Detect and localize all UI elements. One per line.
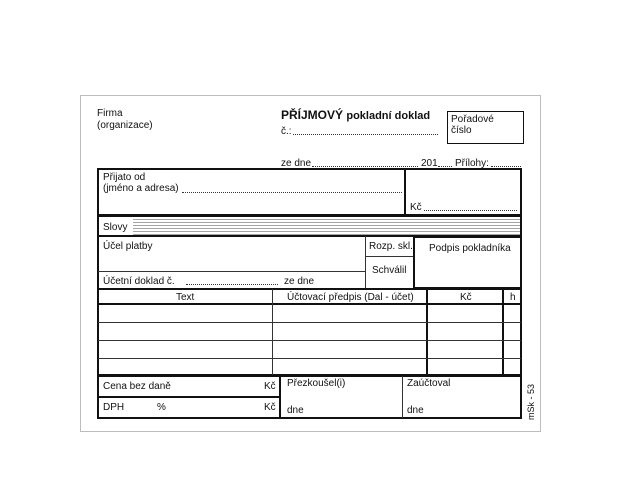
budget-label: Rozp. skl. bbox=[369, 241, 413, 252]
totals-col-divider-1 bbox=[279, 376, 281, 418]
year-label: 201 bbox=[421, 158, 438, 169]
purpose-divider bbox=[98, 271, 365, 272]
year-line[interactable] bbox=[438, 166, 452, 167]
purpose-right-divider bbox=[365, 236, 366, 289]
posted-by-label: Zaúčtoval bbox=[407, 378, 451, 389]
table-header-accounting: Účtovací předpis (Dal - účet) bbox=[287, 292, 414, 303]
totals-col-divider-2 bbox=[402, 376, 403, 418]
table-col-divider-2 bbox=[426, 289, 428, 375]
accounting-doc-label: Účetní doklad č. bbox=[103, 276, 175, 287]
accounting-doc-line[interactable] bbox=[186, 284, 278, 285]
order-number-label: Pořadové bbox=[451, 114, 494, 125]
table-header-czk: Kč bbox=[460, 292, 472, 303]
attachments-line[interactable] bbox=[491, 166, 521, 167]
table-header-h: h bbox=[510, 292, 516, 303]
number-label: č.: bbox=[281, 126, 292, 137]
vat-percent-label: % bbox=[157, 402, 166, 413]
firm-label: Firma bbox=[97, 108, 123, 119]
received-from-label-sub: (jméno a adresa) bbox=[103, 183, 179, 194]
title-bold: PŘÍJMOVÝ bbox=[281, 108, 344, 122]
table-col-divider-3 bbox=[502, 289, 504, 375]
date-line[interactable] bbox=[312, 166, 418, 167]
table-header-text: Text bbox=[176, 292, 195, 303]
posted-date-label: dne bbox=[407, 405, 424, 416]
received-divider bbox=[404, 169, 406, 215]
title-rest: pokladní doklad bbox=[346, 110, 431, 122]
table-accounting-cells[interactable] bbox=[274, 305, 425, 374]
words-label: Slovy bbox=[103, 222, 128, 233]
table-czk-cells[interactable] bbox=[429, 305, 501, 374]
number-line[interactable] bbox=[293, 134, 438, 135]
received-from-label: Přijato od bbox=[103, 172, 146, 183]
totals-row-divider bbox=[98, 396, 280, 398]
received-from-line[interactable] bbox=[182, 192, 402, 193]
firm-label-sub: (organizace) bbox=[97, 120, 153, 131]
attachments-label: Přílohy: bbox=[455, 158, 489, 169]
vat-label: DPH bbox=[103, 402, 125, 413]
table-col-divider-1 bbox=[272, 289, 273, 375]
vat-currency-label: Kč bbox=[264, 402, 276, 413]
purpose-left-border bbox=[97, 236, 99, 289]
price-without-vat-label: Cena bez daně bbox=[103, 381, 171, 392]
date-label: ze dne bbox=[281, 158, 312, 169]
purpose-label: Účel platby bbox=[103, 241, 153, 252]
cashier-sign-label: Podpis pokladníka bbox=[429, 243, 511, 254]
form-code: mSk - 53 bbox=[526, 383, 536, 420]
table-text-cells[interactable] bbox=[99, 305, 271, 374]
accounting-doc-date-label: ze dne bbox=[284, 276, 315, 287]
checked-by-label: Přezkoušel(i) bbox=[287, 378, 346, 389]
received-currency-label: Kč bbox=[410, 202, 422, 213]
checked-date-label: dne bbox=[287, 405, 304, 416]
budget-divider bbox=[365, 256, 414, 257]
words-field[interactable] bbox=[133, 217, 520, 235]
document-title bbox=[281, 110, 430, 122]
price-currency-label: Kč bbox=[264, 381, 276, 392]
approved-label: Schválil bbox=[372, 265, 407, 276]
amount-line[interactable] bbox=[424, 210, 517, 211]
order-number-label-sub: číslo bbox=[451, 125, 472, 136]
